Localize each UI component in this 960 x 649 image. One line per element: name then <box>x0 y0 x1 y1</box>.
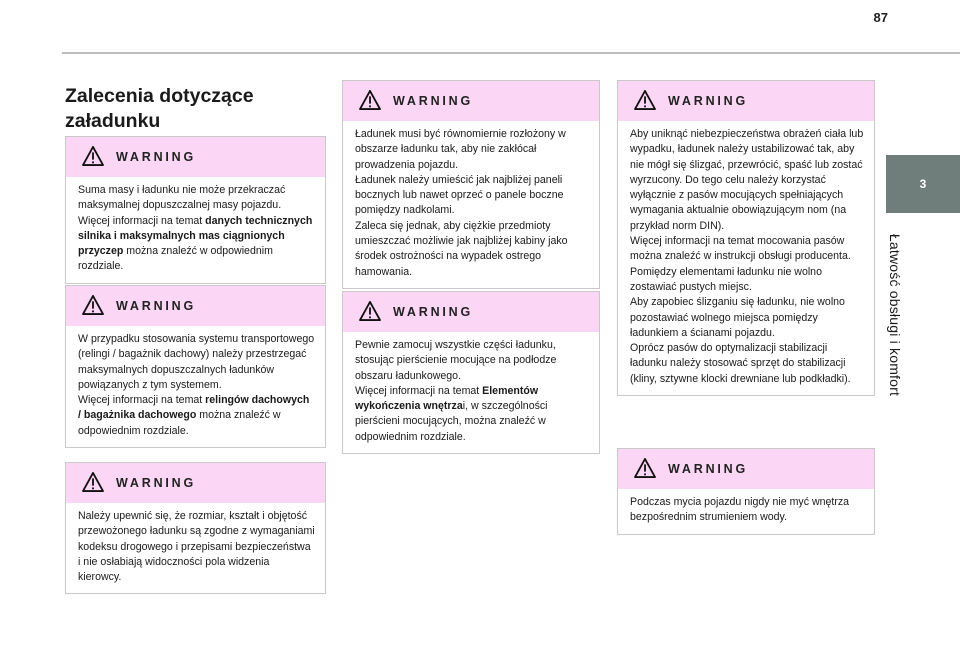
bold-reference: relingów dachowych / bagażnika dachowego <box>78 394 310 422</box>
text-run: Więcej informacji na temat <box>78 214 206 227</box>
warning-text: Aby uniknąć niebezpieczeństwa obrażeń ciała lub wypadku, ładunek należy ustabilizować tak, aby nie mógł się ślizgać, przewrócić, spaść lub zostać wyrzucony. Do tego celu należy korzystać wyłącznie z pasów mocujących spełniających wymagania aktualnie obowiązującym nom (na przykład norm DIN). <box>630 128 864 232</box>
warning-header <box>618 81 874 121</box>
warning-text: Ładunek należy umieścić jak najbliżej paneli bocznych lub nawet oprzeć o panele boczne pomiędzy nadkolami. <box>355 173 564 217</box>
warning-text: Pomiędzy elementami ładunku nie wolno zostawiać pustych miejsc. <box>630 265 822 293</box>
warning-text <box>78 214 315 275</box>
warning-triangle-icon <box>82 146 104 166</box>
chapter-title: Łatwość obsługi i komfort <box>887 233 903 397</box>
warning-triangle-icon <box>359 301 381 321</box>
warning-text: Ładunek musi być równomiernie rozłożony w obszarze ładunku tak, aby nie zakłócał prowadzenia pojazdu. <box>355 128 566 171</box>
warning-box-roof-rails <box>65 285 326 448</box>
warning-header <box>343 81 599 121</box>
bold-reference: danych technicznych silnika i maksymalnych mas ciągnionych przyczep <box>78 214 313 258</box>
warning-box-load-size <box>65 462 326 594</box>
text-run: Więcej informacji na temat <box>78 394 206 407</box>
header-rule <box>62 52 960 54</box>
page-title-line1: Zalecenia dotyczące <box>65 85 254 107</box>
warning-text: Suma masy i ładunku nie może przekraczać maksymalnej dopuszczalnej masy pojazdu. <box>78 184 286 212</box>
warning-box-load-distribution <box>342 80 600 289</box>
warning-text: Aby zapobiec ślizganiu się ładunku, nie wolno pozostawiać wolnego miejsca pomiędzy ładunkiem a ścianami pojazdu. <box>630 296 845 339</box>
warning-triangle-icon <box>82 472 104 492</box>
warning-text <box>78 393 315 439</box>
warning-text: Należy upewnić się, że rozmiar, kształt i objętość przewożonego ładunku są zgodne z wymaganiami kodeksu drogowego i przepisami bezpieczeństwa i nie osłabiają widoczności pola widzenia kierowcy. <box>78 510 315 584</box>
warning-body <box>343 121 599 288</box>
warning-title: WARNING <box>393 94 474 108</box>
bold-reference: Elementów wykończenia wnętrza <box>355 384 539 413</box>
page-title-line2: załadunku <box>65 110 161 132</box>
warning-body <box>618 121 874 395</box>
warning-title: WARNING <box>116 476 197 490</box>
warning-text: Oprócz pasów do optymalizacji stabilizacji ładunku należy stosować sprzęt do stabilizacji (kliny, sztywne klocki drewniane lub podkładki). <box>630 342 851 385</box>
warning-text: Więcej informacji na temat mocowania pasów można znaleźć w instrukcji obsługi producenta. <box>630 235 851 263</box>
warning-text <box>355 384 589 445</box>
warning-title: WARNING <box>668 462 749 476</box>
warning-header <box>66 137 325 177</box>
warning-text: Zaleca się jednak, aby ciężkie przedmioty umieszczać możliwie jak najbliżej kabiny jako środek ostrożności na wypadek ostrego hamowania. <box>355 219 568 278</box>
warning-title: WARNING <box>116 150 197 164</box>
warning-box-total-mass <box>65 136 326 284</box>
warning-header <box>66 286 325 326</box>
chapter-tab <box>886 155 960 213</box>
warning-box-securing-load <box>342 291 600 454</box>
text-run: i, w szczególności pierścieni mocujących, można znaleźć w odpowiednim rozdziale. <box>355 400 548 443</box>
warning-triangle-icon <box>359 90 381 110</box>
warning-body <box>618 489 874 534</box>
warning-header <box>618 449 874 489</box>
page-title <box>65 84 325 134</box>
text-run: Więcej informacji na temat <box>355 384 483 397</box>
warning-body <box>66 326 325 447</box>
warning-triangle-icon <box>634 458 656 478</box>
warning-triangle-icon <box>634 90 656 110</box>
warning-title: WARNING <box>393 305 474 319</box>
warning-header <box>343 292 599 332</box>
warning-box-load-stabilisation <box>617 80 875 396</box>
text-run: można znaleźć w odpowiednim rozdziale. <box>78 245 273 273</box>
warning-body <box>343 332 599 453</box>
warning-text: Pewnie zamocuj wszystkie części ładunku, stosując pierścienie mocujące na podłodze obszaru ładunkowego. <box>355 339 557 382</box>
warning-body <box>66 177 325 283</box>
warning-text: W przypadku stosowania systemu transportowego (relingi / bagażnik dachowy) należy przestrzegać maksymalnych dopuszczalnych ładunków powiązanych z tym systemem. <box>78 333 315 391</box>
page-number: 87 <box>873 10 888 25</box>
chapter-number: 3 <box>919 177 927 191</box>
chapter-side-label <box>870 220 920 410</box>
warning-body <box>66 503 325 593</box>
warning-box-washing <box>617 448 875 535</box>
warning-triangle-icon <box>82 295 104 315</box>
warning-text: Podczas mycia pojazdu nigdy nie myć wnętrza bezpośrednim strumieniem wody. <box>630 496 850 524</box>
text-run: można znaleźć w odpowiednim rozdziale. <box>78 409 281 437</box>
warning-title: WARNING <box>116 299 197 313</box>
warning-title: WARNING <box>668 94 749 108</box>
warning-header <box>66 463 325 503</box>
